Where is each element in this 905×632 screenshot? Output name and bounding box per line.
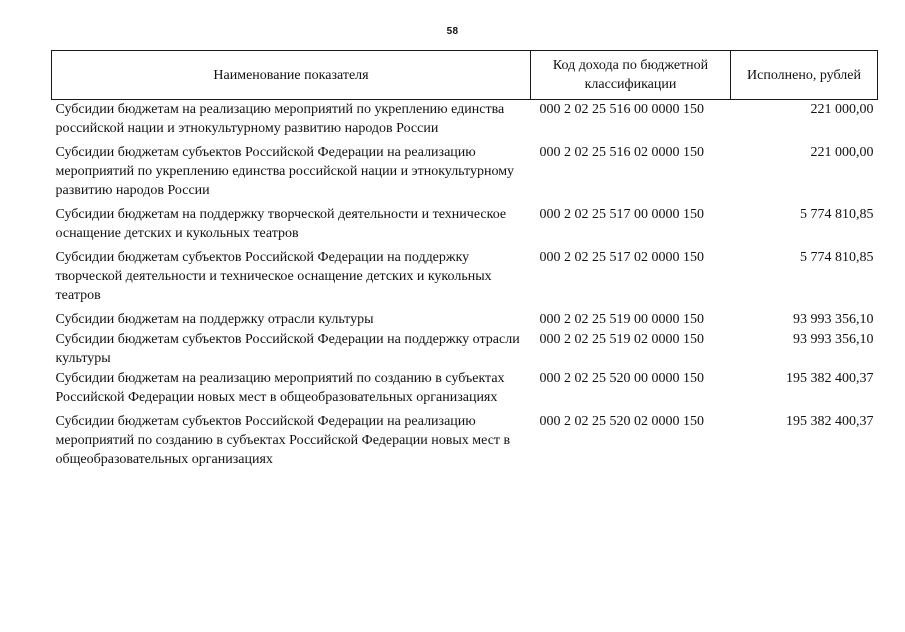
table-row [52, 248, 878, 310]
table-body [52, 100, 878, 475]
table-header [52, 51, 878, 100]
executed-amount-cell: 5 774 810,85 [800, 250, 874, 265]
revenue-code-cell: 000 2 02 25 516 00 0000 150 [539, 102, 704, 117]
indicator-name-cell: Субсидии бюджетам на поддержку отрасли культуры [55, 312, 374, 327]
indicator-name-cell: Субсидии бюджетам на поддержку творческой деятельности и техническое оснащение детских и кукольных театров [55, 207, 507, 241]
indicator-name-cell: Субсидии бюджетам субъектов Российской Федерации на поддержку творческой деятельности и техническое оснащение детских и кукольных театров [55, 250, 492, 303]
executed-amount-cell: 93 993 356,10 [793, 312, 874, 327]
table-row [52, 143, 878, 205]
executed-amount-cell: 195 382 400,37 [786, 371, 874, 386]
table-row [52, 310, 878, 330]
page-number: 58 [446, 26, 459, 37]
header-revenue-code: Код дохода по бюджетной классификации [531, 51, 731, 100]
executed-amount-cell: 221 000,00 [810, 102, 874, 117]
indicator-name-cell: Субсидии бюджетам субъектов Российской Федерации на реализацию мероприятий по укреплению единства российской нации и этнокультурному развитию народов России [55, 145, 515, 198]
table-row [52, 369, 878, 412]
revenue-code-cell: 000 2 02 25 517 02 0000 150 [539, 250, 704, 265]
revenue-code-cell: 000 2 02 25 519 02 0000 150 [539, 332, 704, 347]
revenue-code-cell: 000 2 02 25 520 02 0000 150 [539, 414, 704, 429]
revenue-code-cell: 000 2 02 25 517 00 0000 150 [539, 207, 704, 222]
executed-amount-cell: 93 993 356,10 [793, 332, 874, 347]
table-row [52, 412, 878, 474]
table-row [52, 330, 878, 369]
header-executed-amount: Исполнено, рублей [731, 51, 878, 100]
executed-amount-cell: 195 382 400,37 [786, 414, 874, 429]
indicator-name-cell: Субсидии бюджетам на реализацию мероприятий по укреплению единства российской нации и этнокультурному развитию народов России [55, 102, 505, 136]
header-indicator-name: Наименование показателя [52, 51, 531, 100]
indicator-name-cell: Субсидии бюджетам субъектов Российской Федерации на поддержку отрасли культуры [55, 332, 520, 366]
revenue-code-cell: 000 2 02 25 520 00 0000 150 [539, 371, 704, 386]
indicator-name-cell: Субсидии бюджетам субъектов Российской Федерации на реализацию мероприятий по созданию в субъектах Российской Федерации новых мест в общеобразовательных организациях [55, 414, 511, 467]
table-row [52, 100, 878, 144]
indicator-name-cell: Субсидии бюджетам на реализацию мероприятий по созданию в субъектах Российской Федерации новых мест в общеобразовательных организациях [55, 371, 505, 405]
revenue-code-cell: 000 2 02 25 516 02 0000 150 [539, 145, 704, 160]
budget-revenue-table [51, 50, 878, 474]
header-row [52, 51, 878, 100]
executed-amount-cell: 5 774 810,85 [800, 207, 874, 222]
revenue-code-cell: 000 2 02 25 519 00 0000 150 [539, 312, 704, 327]
executed-amount-cell: 221 000,00 [810, 145, 874, 160]
table-row [52, 205, 878, 248]
